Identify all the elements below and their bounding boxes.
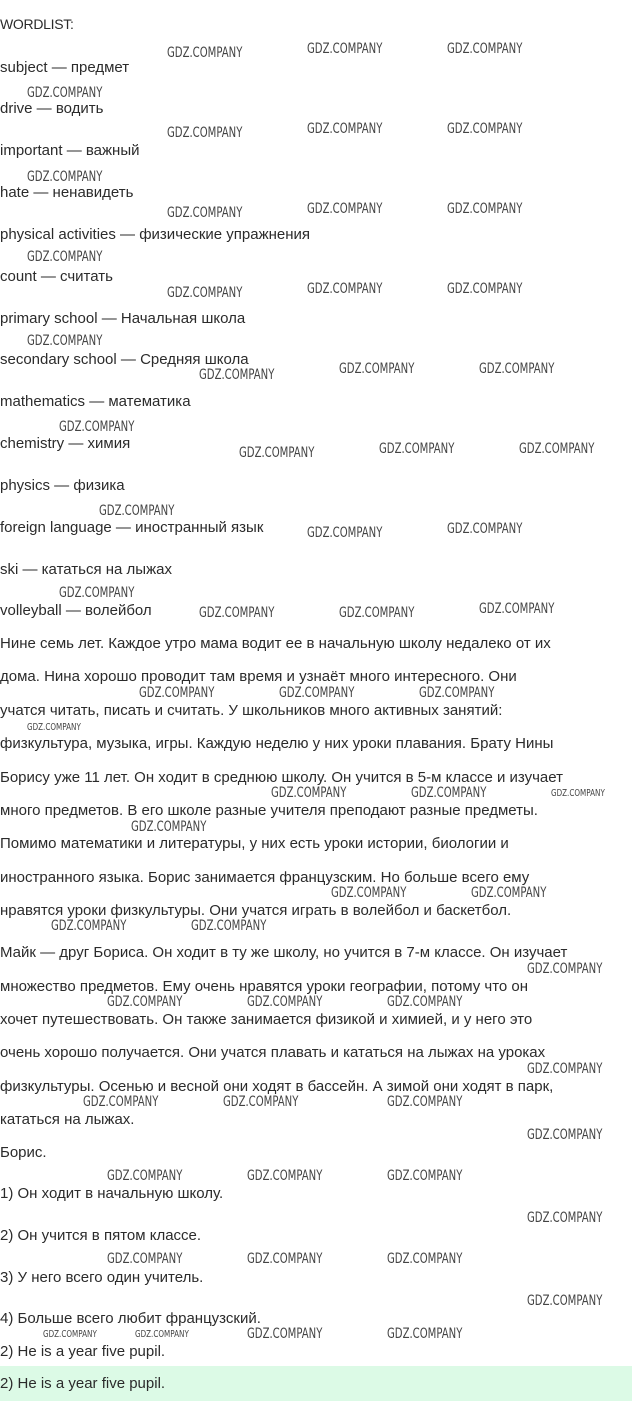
watermark: GDZ.COMPANY <box>307 41 383 57</box>
watermark: GDZ.COMPANY <box>527 961 603 977</box>
watermark: GDZ.COMPANY <box>239 445 315 461</box>
watermark: GDZ.COMPANY <box>247 1326 323 1342</box>
word-entry: primary school — Начальная школа <box>0 310 246 327</box>
watermark: GDZ.COMPANY <box>339 605 415 621</box>
watermark: GDZ.COMPANY <box>331 885 407 901</box>
watermark: GDZ.COMPANY <box>223 1094 299 1110</box>
question-subject: Борис. <box>0 1144 47 1161</box>
watermark: GDZ.COMPANY <box>387 1326 463 1342</box>
watermark: GDZ.COMPANY <box>387 994 463 1010</box>
watermark: GDZ.COMPANY <box>447 281 523 297</box>
watermark: GDZ.COMPANY <box>83 1094 159 1110</box>
option: 4) Больше всего любит французский. <box>0 1310 261 1327</box>
watermark: GDZ.COMPANY <box>479 601 555 617</box>
text-line: физкультура, музыка, игры. Каждую неделю у них уроки плавания. Брату Нины <box>0 735 554 752</box>
watermark: GDZ.COMPANY <box>59 585 135 601</box>
text-line: дома. Нина хорошо проводит там время и узнаёт много интересного. Они <box>0 668 517 685</box>
word-entry: physics — физика <box>0 477 125 494</box>
watermark: GDZ.COMPANY <box>527 1061 603 1077</box>
word-entry: secondary school — Средняя школа <box>0 351 249 368</box>
text-line: Борису уже 11 лет. Он ходит в среднюю школу. Он учится в 5-м классе и изучает <box>0 769 563 786</box>
text-line: множество предметов. Ему очень нравятся уроки географии, потому что он <box>0 978 529 995</box>
watermark: GDZ.COMPANY <box>387 1251 463 1267</box>
watermark: GDZ.COMPANY <box>107 994 183 1010</box>
watermark: GDZ.COMPANY <box>27 249 103 265</box>
watermark: GDZ.COMPANY <box>527 1127 603 1143</box>
highlighted-answer: 2) He is a year five pupil. <box>0 1375 166 1392</box>
watermark: GDZ.COMPANY <box>411 785 487 801</box>
option: 1) Он ходит в начальную школу. <box>0 1185 224 1202</box>
watermark: GDZ.COMPANY <box>419 685 495 701</box>
watermark: GDZ.COMPANY <box>43 1329 97 1340</box>
watermark: GDZ.COMPANY <box>307 525 383 541</box>
watermark: GDZ.COMPANY <box>247 1168 323 1184</box>
watermark: GDZ.COMPANY <box>527 1210 603 1226</box>
watermark: GDZ.COMPANY <box>131 819 207 835</box>
watermark: GDZ.COMPANY <box>379 441 455 457</box>
text-line: Помимо математики и литературы, у них есть уроки истории, биологии и <box>0 835 509 852</box>
watermark: GDZ.COMPANY <box>307 281 383 297</box>
watermark: GDZ.COMPANY <box>27 169 103 185</box>
watermark: GDZ.COMPANY <box>271 785 347 801</box>
watermark: GDZ.COMPANY <box>199 605 275 621</box>
watermark: GDZ.COMPANY <box>139 685 215 701</box>
watermark: GDZ.COMPANY <box>107 1251 183 1267</box>
word-entry: physical activities — физические упражнения <box>0 226 311 243</box>
answer-text: 2) He is a year five pupil. <box>0 1343 166 1360</box>
watermark: GDZ.COMPANY <box>135 1329 189 1340</box>
highlighted-answer-box <box>0 1366 632 1401</box>
watermark: GDZ.COMPANY <box>99 503 175 519</box>
watermark: GDZ.COMPANY <box>307 121 383 137</box>
watermark: GDZ.COMPANY <box>387 1094 463 1110</box>
text-line: кататься на лыжах. <box>0 1111 135 1128</box>
watermark: GDZ.COMPANY <box>471 885 547 901</box>
word-entry: hate — ненавидеть <box>0 184 134 201</box>
watermark: GDZ.COMPANY <box>551 788 605 799</box>
watermark: GDZ.COMPANY <box>107 1168 183 1184</box>
option: 2) Он учится в пятом классе. <box>0 1227 202 1244</box>
watermark: GDZ.COMPANY <box>167 125 243 141</box>
watermark: GDZ.COMPANY <box>51 918 127 934</box>
watermark: GDZ.COMPANY <box>339 361 415 377</box>
watermark: GDZ.COMPANY <box>479 361 555 377</box>
word-entry: count — считать <box>0 268 113 285</box>
watermark: GDZ.COMPANY <box>447 521 523 537</box>
text-line: нравятся уроки физкультуры. Они учатся играть в волейбол и баскетбол. <box>0 902 512 919</box>
watermark: GDZ.COMPANY <box>387 1168 463 1184</box>
word-entry: mathematics — математика <box>0 393 191 410</box>
watermark: GDZ.COMPANY <box>27 722 81 733</box>
watermark: GDZ.COMPANY <box>167 205 243 221</box>
word-entry: subject — предмет <box>0 59 130 76</box>
word-entry: volleyball — волейбол <box>0 602 152 619</box>
word-entry: ski — кататься на лыжах <box>0 561 172 578</box>
watermark: GDZ.COMPANY <box>447 201 523 217</box>
watermark: GDZ.COMPANY <box>519 441 595 457</box>
word-entry: foreign language — иностранный язык <box>0 519 264 536</box>
watermark: GDZ.COMPANY <box>199 367 275 383</box>
text-line: иностранного языка. Борис занимается французским. Но больше всего ему <box>0 869 530 886</box>
word-entry: chemistry — химия <box>0 435 131 452</box>
word-entry: important — важный <box>0 142 140 159</box>
wordlist-title: WORDLIST: <box>0 16 74 32</box>
watermark: GDZ.COMPANY <box>59 419 135 435</box>
text-line: Майк — друг Бориса. Он ходит в ту же школу, но учится в 7-м классе. Он изучает <box>0 944 568 961</box>
watermark: GDZ.COMPANY <box>247 994 323 1010</box>
watermark: GDZ.COMPANY <box>167 45 243 61</box>
text-line: много предметов. В его школе разные учителя преподают разные предметы. <box>0 802 538 819</box>
watermark: GDZ.COMPANY <box>279 685 355 701</box>
text-line: Нине семь лет. Каждое утро мама водит ее в начальную школу недалеко от их <box>0 635 551 652</box>
word-entry: drive — водить <box>0 100 104 117</box>
text-line: физкультуры. Осенью и весной они ходят в бассейн. А зимой они ходят в парк, <box>0 1078 554 1095</box>
option: 3) У него всего один учитель. <box>0 1269 204 1286</box>
watermark: GDZ.COMPANY <box>247 1251 323 1267</box>
text-line: хочет путешествовать. Он также занимается физикой и химией, и у него это <box>0 1011 533 1028</box>
watermark: GDZ.COMPANY <box>447 41 523 57</box>
text-line: очень хорошо получается. Они учатся плавать и кататься на лыжах на уроках <box>0 1044 546 1061</box>
watermark: GDZ.COMPANY <box>527 1293 603 1309</box>
watermark: GDZ.COMPANY <box>27 85 103 101</box>
text-line: учатся читать, писать и считать. У школьников много активных занятий: <box>0 702 503 719</box>
watermark: GDZ.COMPANY <box>191 918 267 934</box>
watermark: GDZ.COMPANY <box>27 333 103 349</box>
watermark: GDZ.COMPANY <box>307 201 383 217</box>
watermark: GDZ.COMPANY <box>447 121 523 137</box>
watermark: GDZ.COMPANY <box>167 285 243 301</box>
